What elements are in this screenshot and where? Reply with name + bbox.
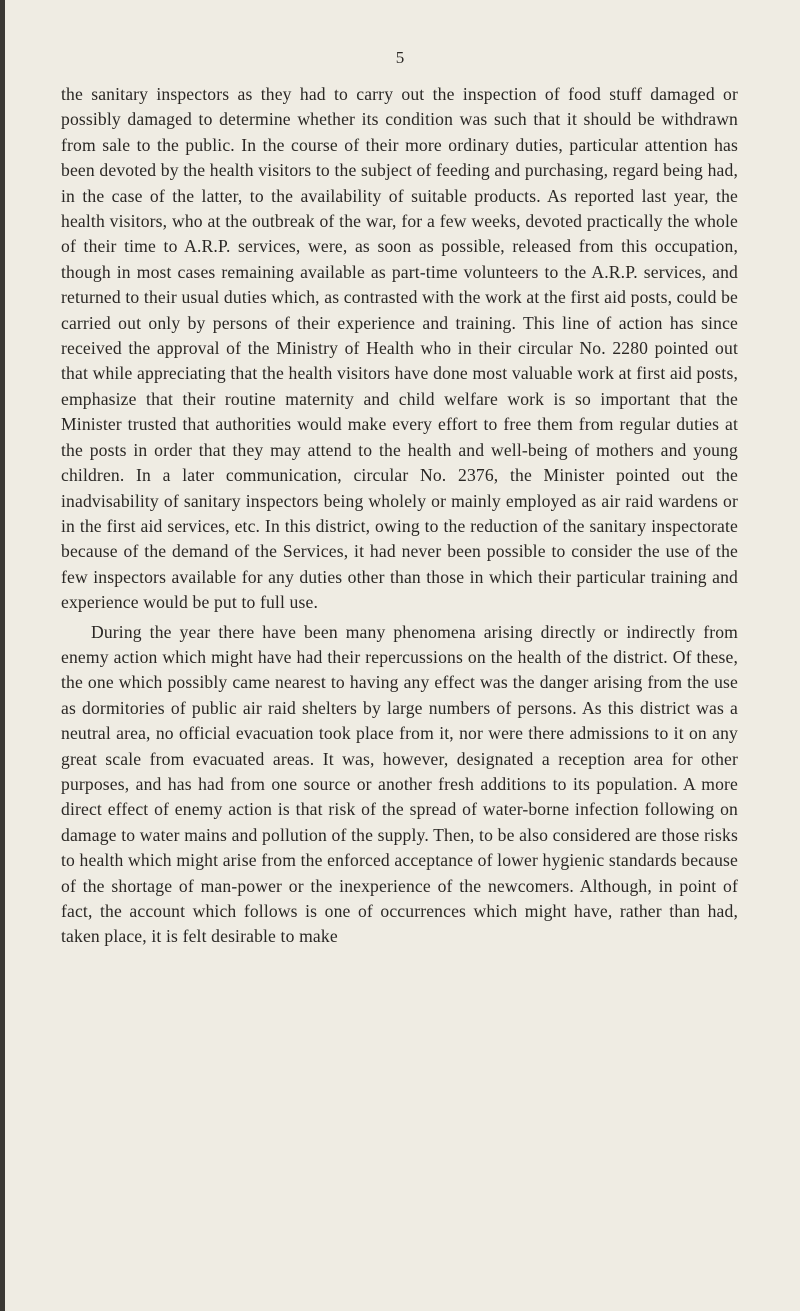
document-body [61,82,738,950]
page-number: 5 [395,48,405,67]
paragraph-enemy-action: During the year there have been many phenomena arising directly or indirectly from enemy action which might have had their repercussions on the health of the district. Of these, the one which possibly came nearest to having any effect was the danger arising from the use as dormitories of public air raid shelters by large numbers of persons. As this district was a neutral area, no official evacuation took place from it, nor were there admissions to it on any great scale from evacuated areas. It was, however, designated a reception area for other purposes, and has had from one source or another fresh additions to its population. A more direct effect of enemy action is that risk of the spread of water-borne infection following on damage to water mains and pollution of the supply. Then, to be also considered are those risks to health which might arise from the enforced acceptance of lower hygienic standards because of the shortage of man-power or the inexperience of the newcomers. Although, in point of fact, the account which follows is one of occurrences which might have, rather than had, taken place, it is felt desirable to make [61,621,738,947]
page-edge-shadow [0,0,5,1311]
paragraph-continuation: the sanitary inspectors as they had to carry out the inspection of food stuff damaged or possibly damaged to determine whether its condition was such that it should be withdrawn from sale to the public. In the course of their more ordinary duties, particular attention has been devoted by the health visitors to the subject of feeding and purchasing, regard being had, in the case of the latter, to the availability of suitable products. As reported last year, the health visitors, who at the outbreak of the war, for a few weeks, devoted practically the whole of their time to A.R.P. services, were, as soon as possible, released from this occupation, though in most cases remaining available as part-time volunteers to the A.R.P. services, and returned to their usual duties which, as contrasted with the work at the first aid posts, could be carried out only by persons of their experience and training. This line of action has since received the approval of the Ministry of Health who in their circular No. 2280 pointed out that while appreciating that the health visitors have done most valuable work at first aid posts, emphasize that their routine maternity and child welfare work is so important that the Minister trusted that authorities would make every effort to free them from regular duties at the posts in order that they may attend to the health and well-being of mothers and young children. In a later communication, circular No. 2376, the Minister pointed out the inadvisability of sanitary inspectors being wholely or mainly employed as air raid wardens or in the first aid services, etc. In this district, owing to the reduction of the sanitary inspectorate because of the demand of the Services, it had never been possible to consider the use of the few inspectors available for any duties other than those in which their particular training and experience would be put to full use. [61,84,738,613]
